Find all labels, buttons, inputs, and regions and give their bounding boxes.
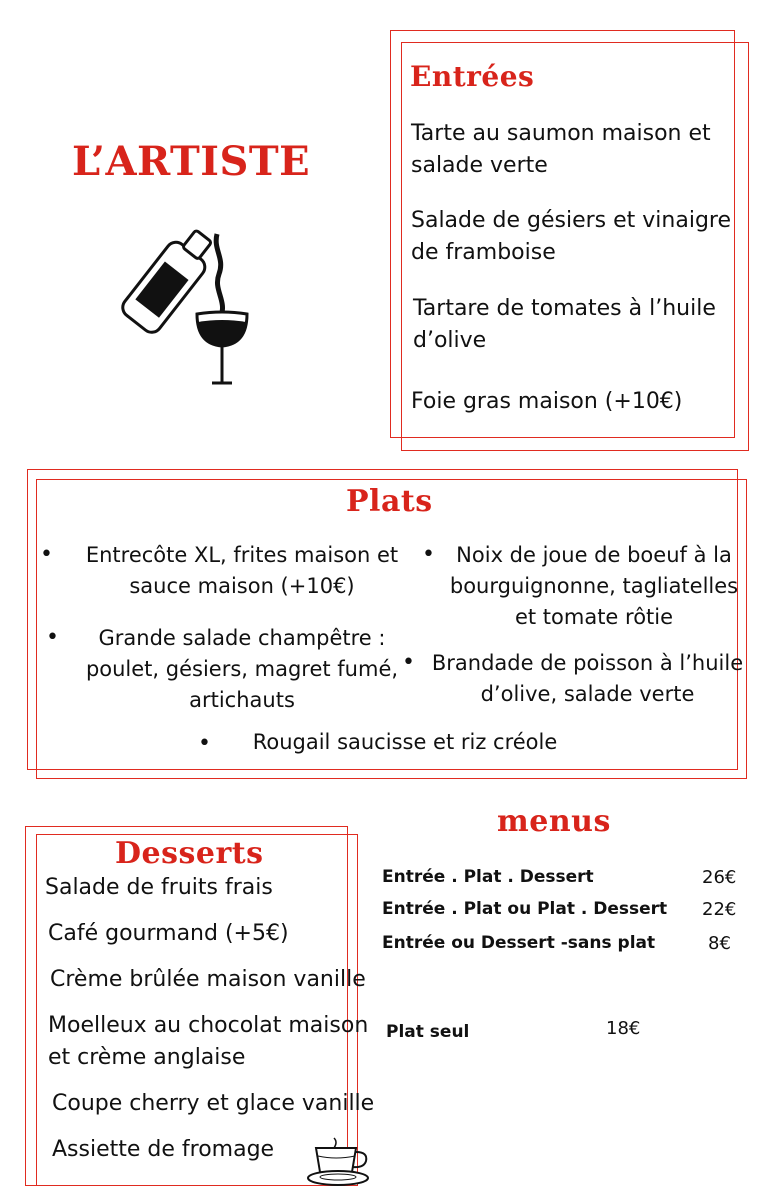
plat-item: Grande salade champêtre : poulet, gésiers, magret fumé, artichauts xyxy=(85,626,399,712)
entree-item: Tartare de tomates à l’huile d’olive xyxy=(413,296,716,353)
plats-title: Plats xyxy=(346,484,433,519)
menu-formula-name: Plat seul xyxy=(386,1022,470,1042)
desserts-title: Desserts xyxy=(115,836,264,871)
entree-item: Tarte au saumon maison et salade verte xyxy=(411,121,711,178)
plat-item: Brandade de poisson à l’huile d’olive, salade verte xyxy=(431,651,744,706)
entrees-title: Entrées xyxy=(410,60,535,93)
coffee-cup-icon xyxy=(304,1134,374,1188)
dessert-item: Café gourmand (+5€) xyxy=(48,921,289,946)
bullet-icon: • xyxy=(40,542,53,567)
entree-item: Salade de gésiers et vinaigre de framboise xyxy=(411,208,732,265)
menu-formula-price: 8€ xyxy=(708,933,731,954)
bullet-icon: • xyxy=(46,625,59,650)
wine-bottle-pouring-into-glass-icon xyxy=(105,222,255,392)
menu-formula-price: 22€ xyxy=(702,899,737,920)
entree-item: Foie gras maison (+10€) xyxy=(411,389,683,414)
menus-title: menus xyxy=(497,804,611,839)
menu-formula-name: Entrée . Plat ou Plat . Dessert xyxy=(382,899,668,919)
restaurant-name: L’ARTISTE xyxy=(72,138,311,185)
menu-formula-name: Entrée ou Dessert -sans plat xyxy=(382,933,656,953)
dessert-item: Coupe cherry et glace vanille xyxy=(52,1091,375,1116)
plat-item: Entrecôte XL, frites maison et sauce maison (+10€) xyxy=(85,543,399,598)
dessert-item: Salade de fruits frais xyxy=(45,875,273,900)
menu-formula-name: Entrée . Plat . Dessert xyxy=(382,867,594,887)
bullet-icon: • xyxy=(198,731,211,756)
bullet-icon: • xyxy=(402,650,415,675)
menu-formula-price: 26€ xyxy=(702,867,737,888)
menu-formula-price: 18€ xyxy=(606,1018,641,1039)
plat-item: Noix de joue de boeuf à la bourguignonne, tagliatelles et tomate rôtie xyxy=(449,543,739,629)
plat-item: Rougail saucisse et riz créole xyxy=(252,730,558,754)
bullet-icon: • xyxy=(422,542,435,567)
dessert-item: Assiette de fromage xyxy=(52,1137,275,1162)
dessert-item: Crème brûlée maison vanille xyxy=(50,967,366,992)
dessert-item: Moelleux au chocolat maison et crème anglaise xyxy=(48,1013,369,1070)
